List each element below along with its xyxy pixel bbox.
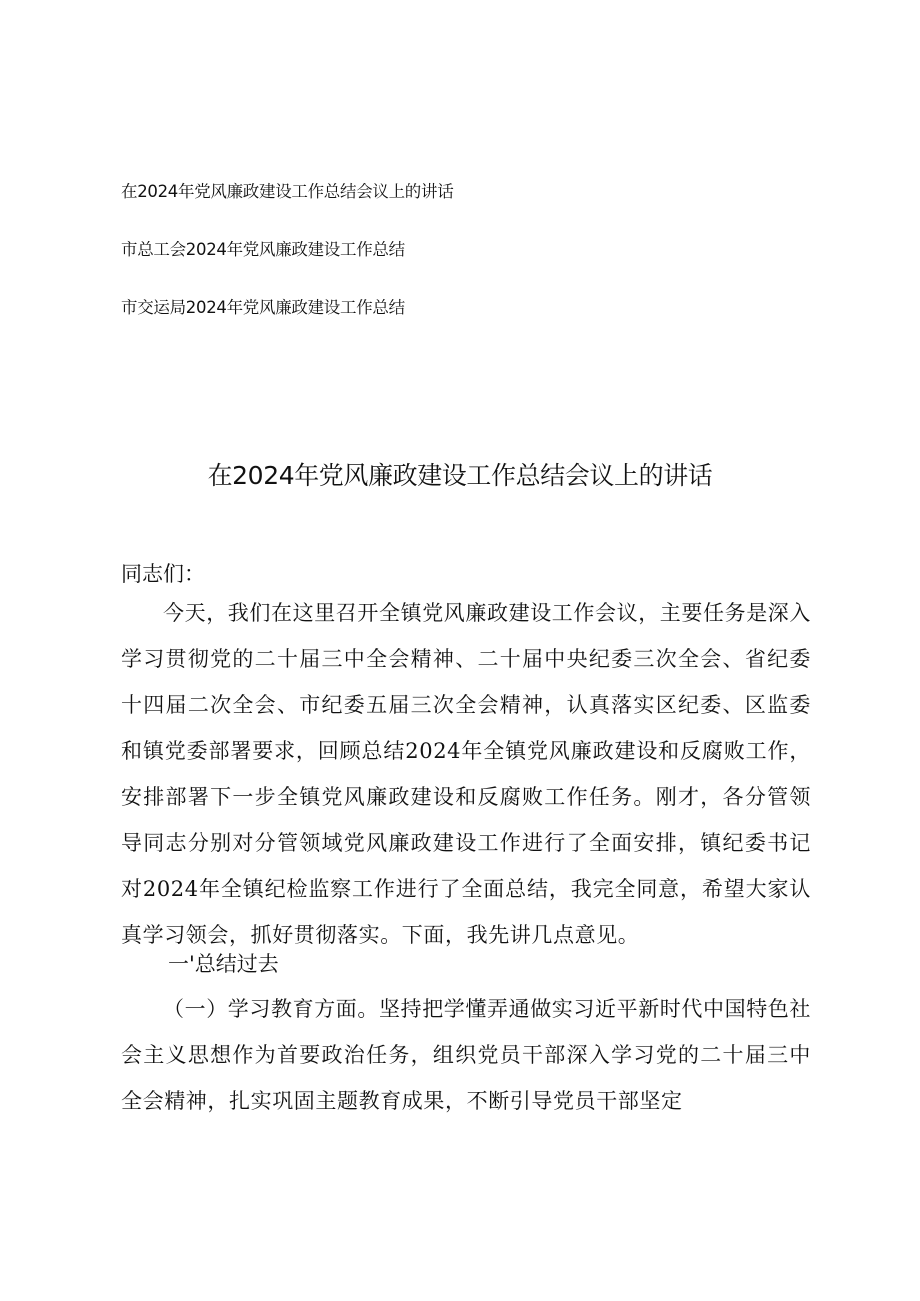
toc-item: 市总工会2024年党风廉政建设工作总结 xyxy=(121,240,405,259)
body-paragraph: 今天，我们在这里召开全镇党风廉政建设工作会议，主要任务是深入学习贯彻党的二十届三中全会精神、二十届中央纪委三次全会、省纪委十四届二次全会、市纪委五届三次全会精神，认真落实区纪委、区监委和镇党委部署要求，回顾总结2024年全镇党风廉政建设和反腐败工作，安排部署下一步全镇党风廉政建设和反腐败工作任务。刚才，各分管领导同志分别对分管领域党风廉政建设工作进行了全面安排，镇纪委书记对2024年全镇纪检监察工作进行了全面总结，我完全同意，希望大家认真学习领会，抓好贯彻落实。下面，我先讲几点意见。 xyxy=(121,601,811,947)
toc-item: 在2024年党风廉政建设工作总结会议上的讲话 xyxy=(121,182,454,201)
document-title: 在2024年党风廉政建设工作总结会议上的讲话 xyxy=(207,461,713,490)
toc-item: 市交运局2024年党风廉政建设工作总结 xyxy=(121,298,405,317)
section-heading: 一'总结过去 xyxy=(168,952,279,976)
body-paragraph: （一）学习教育方面。坚持把学懂弄通做实习近平新时代中国特色社会主义思想作为首要政治任务，组织党员干部深入学习党的二十届三中全会精神，扎实巩固主题教育成果，不断引导党员干部坚定 xyxy=(121,997,811,1113)
salutation: 同志们： xyxy=(121,562,205,586)
table-of-contents xyxy=(121,178,761,352)
